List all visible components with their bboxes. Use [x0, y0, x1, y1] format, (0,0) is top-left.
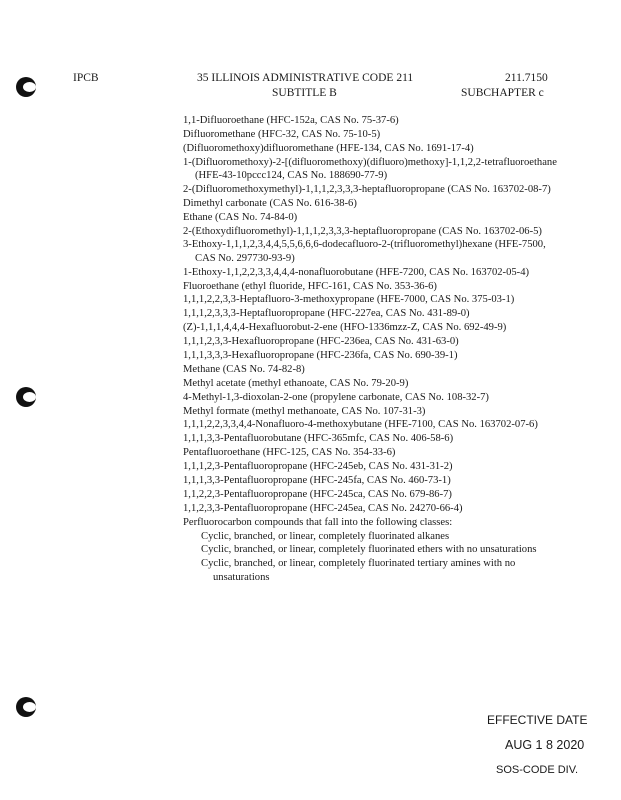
binder-hole-middle	[16, 387, 36, 407]
compound-list	[183, 114, 563, 585]
list-item: 1-Ethoxy-1,1,2,2,3,3,4,4,4-nonafluorobutane (HFE-7200, CAS No. 163702-05-4)	[183, 266, 530, 278]
header-section-number: 211.7150	[505, 72, 548, 84]
header-agency: IPCB	[73, 72, 99, 84]
list-item: 3-Ethoxy-1,1,1,2,3,4,4,5,5,6,6,6-dodecafluoro-2-(trifluoromethyl)hexane (HFE-7500, CAS No. 297730-93-9)	[183, 239, 546, 264]
header-subchapter: SUBCHAPTER c	[461, 87, 544, 99]
list-item: 1,1,1,2,3,3-Hexafluoropropane (HFC-236ea, CAS No. 431-63-0)	[183, 336, 459, 348]
list-subitem: Cyclic, branched, or linear, completely fluorinated alkanes	[201, 530, 450, 542]
list-item: 1,1,2,3,3-Pentafluoropropane (HFC-245ea, CAS No. 24270-66-4)	[183, 502, 463, 514]
list-item: 2-(Ethoxydifluoromethyl)-1,1,1,2,3,3,3-heptafluoropropane (CAS No. 163702-06-5)	[183, 225, 542, 237]
binder-hole-bottom	[16, 697, 36, 717]
list-item: 1,1,1,2,2,3,3-Heptafluoro-3-methoxypropane (HFE-7000, CAS No. 375-03-1)	[183, 294, 515, 306]
list-item: 1,1,1,3,3,3-Hexafluoropropane (HFC-236fa, CAS No. 690-39-1)	[183, 349, 458, 361]
list-item: 1,1,1,2,2,3,3,4,4-Nonafluoro-4-methoxybutane (HFE-7100, CAS No. 163702-07-6)	[183, 419, 538, 431]
list-item: Difluoromethane (HFC-32, CAS No. 75-10-5)	[183, 128, 381, 140]
list-subitem: Cyclic, branched, or linear, completely fluorinated tertiary amines with no unsaturations	[201, 558, 516, 583]
list-item: 1,1,1,3,3-Pentafluoropropane (HFC-245fa, CAS No. 460-73-1)	[183, 474, 451, 486]
list-item: (Difluoromethoxy)difluoromethane (HFE-134, CAS No. 1691-17-4)	[183, 142, 474, 154]
list-item: 1,1,1,2,3,3,3-Heptafluoropropane (HFC-227ea, CAS No. 431-89-0)	[183, 308, 470, 320]
list-item: 1,1,1,3,3-Pentafluorobutane (HFC-365mfc, CAS No. 406-58-6)	[183, 433, 454, 445]
list-item: Perfluorocarbon compounds that fall into the following classes:	[183, 516, 453, 528]
stamp-office: SOS-CODE DIV.	[496, 764, 579, 776]
list-item: 1,1,2,2,3-Pentafluoropropane (HFC-245ca, CAS No. 679-86-7)	[183, 488, 452, 500]
stamp-date: AUG 1 8 2020	[505, 738, 585, 752]
list-item: Ethane (CAS No. 74-84-0)	[183, 211, 298, 223]
list-item: Methyl formate (methyl methanoate, CAS No. 107-31-3)	[183, 405, 426, 417]
list-item: (Z)-1,1,1,4,4,4-Hexafluorobut-2-ene (HFO-1336mzz-Z, CAS No. 692-49-9)	[183, 322, 507, 334]
list-item: 1,1,1,2,3-Pentafluoropropane (HFC-245eb, CAS No. 431-31-2)	[183, 461, 453, 473]
list-item: Methane (CAS No. 74-82-8)	[183, 363, 305, 375]
stamp-effective-date-label: EFFECTIVE DATE	[487, 713, 588, 727]
binder-hole-top	[16, 77, 36, 97]
header-code-title: 35 ILLINOIS ADMINISTRATIVE CODE 211	[197, 72, 414, 84]
list-item: 1-(Difluoromethoxy)-2-[(difluoromethoxy)(difluoro)methoxy]-1,1,2,2-tetrafluoroethane (HFE-43-10pccc124, CAS No. 188690-77-9)	[183, 156, 557, 181]
list-item: 1,1-Difluoroethane (HFC-152a, CAS No. 75-37-6)	[183, 115, 399, 126]
list-item: 4-Methyl-1,3-dioxolan-2-one (propylene carbonate, CAS No. 108-32-7)	[183, 391, 489, 403]
header-subtitle: SUBTITLE B	[272, 87, 337, 99]
list-item: Methyl acetate (methyl ethanoate, CAS No. 79-20-9)	[183, 377, 409, 389]
list-item: Pentafluoroethane (HFC-125, CAS No. 354-33-6)	[183, 447, 396, 459]
list-item: Fluoroethane (ethyl fluoride, HFC-161, CAS No. 353-36-6)	[183, 280, 437, 292]
list-item: 2-(Difluoromethoxymethyl)-1,1,1,2,3,3,3-heptafluoropropane (CAS No. 163702-08-7)	[183, 183, 551, 195]
list-subitem: Cyclic, branched, or linear, completely fluorinated ethers with no unsaturations	[201, 544, 537, 556]
list-item: Dimethyl carbonate (CAS No. 616-38-6)	[183, 197, 357, 209]
